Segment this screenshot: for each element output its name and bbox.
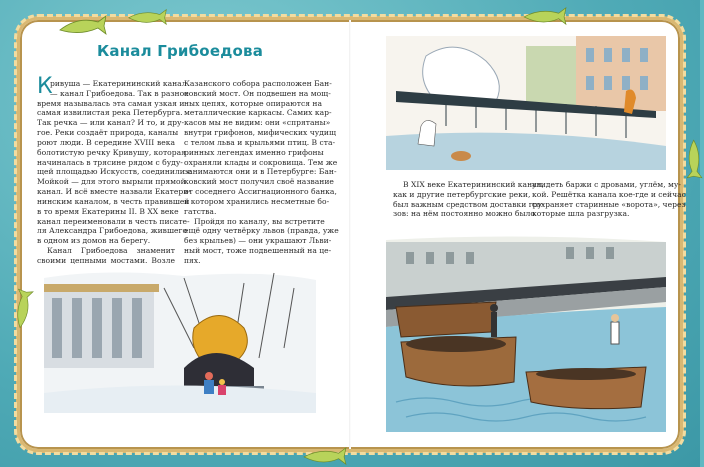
text-line: сохраняет старинные «ворота», через xyxy=(532,199,686,209)
text-line: которые шла разгрузка. xyxy=(532,209,630,219)
text-line: в то время Екатерины II. В XX веке xyxy=(37,206,179,216)
text-line: канал переименовали в честь писате- xyxy=(37,216,190,226)
text-line: самая извилистая река Петербурга. xyxy=(37,108,183,118)
book-gutter xyxy=(349,20,351,449)
text-line: внутри грифонов, мифических чудищ xyxy=(184,128,337,138)
text-line: болотистую речку Кривушу, которая xyxy=(37,147,186,157)
text-line: от соседнего Ассигнационного банка, xyxy=(184,187,337,197)
illustration-lion-bridge xyxy=(386,36,666,170)
text-line: занимаются они и в Петербурге: Бан- xyxy=(184,167,337,177)
text-line: ринных легендах именно грифоны xyxy=(184,147,324,157)
text-line: касов мы не видим: они «спрятаны» xyxy=(184,118,331,128)
text-line: начиналась в трясине рядом с буду- xyxy=(37,157,183,167)
text-line: ещё одну четвёрку львов (правда, уже xyxy=(184,226,339,236)
text-line: ля Александра Грибоедова, жившего xyxy=(37,226,188,236)
text-line: роют люди. В середине XVIII века xyxy=(37,137,175,147)
text-line: — канал Грибоедова. Так в разное xyxy=(50,88,189,98)
text-line: Пройдя по каналу, вы встретите xyxy=(194,216,325,226)
text-line: гое. Реки создаёт природа, каналы xyxy=(37,128,179,138)
text-line: своими цепными мостами. Возле xyxy=(37,255,175,265)
text-line: ных цепях, которые опираются на xyxy=(184,98,322,108)
text-line: Так речка — или канал? И то, и дру- xyxy=(37,118,185,128)
page-title: Канал Грибоедова xyxy=(96,42,264,60)
fish-decoration-icon xyxy=(125,8,170,26)
text-line: нинским каналом, в честь правившей xyxy=(37,196,190,206)
right-text-column-2 xyxy=(532,180,686,219)
text-line: охраняли клады и сокровища. Тем же xyxy=(184,157,338,167)
left-text-column-1 xyxy=(37,74,192,266)
text-line: как и другие петербургские реки, xyxy=(393,189,531,199)
text-line: металлические каркасы. Самих кар- xyxy=(184,108,332,118)
text-line: время называлась эта самая узкая и xyxy=(37,98,185,108)
text-line: без крыльев) — они украшают Льви- xyxy=(184,236,332,246)
text-line: Канал Грибоедова знаменит xyxy=(47,246,175,256)
fish-decoration-icon xyxy=(520,6,570,26)
text-line: кой. Решётка канала кое-где и сейчас xyxy=(532,189,686,199)
text-line: ковский мост получил своё название xyxy=(184,177,334,187)
text-line: ривуша — Екатерининский канал xyxy=(50,79,187,88)
left-text-column-2 xyxy=(184,79,339,266)
text-line: канал. И всё вместе назвали Екатери- xyxy=(37,187,191,197)
text-line: щей площадью Искусств, соединили с xyxy=(37,167,192,177)
right-text-column-1 xyxy=(393,180,545,219)
illustration-barges-on-canal xyxy=(386,232,666,432)
text-line: гатства. xyxy=(184,206,217,216)
fish-decoration-icon xyxy=(686,137,704,182)
fish-decoration-icon xyxy=(58,14,108,36)
text-line: в котором хранились несметные бо- xyxy=(184,196,330,206)
text-line: ный мост, тоже подвешенный на це- xyxy=(184,246,332,256)
text-line: Казанского собора расположен Бан- xyxy=(184,79,332,88)
text-line: пях. xyxy=(184,255,201,265)
text-line: В XIX веке Екатерининский канал, xyxy=(403,180,544,189)
text-line: зов: на нём постоянно можно было xyxy=(393,209,535,219)
text-line: в одном из домов на берегу. xyxy=(37,236,151,246)
illustration-bank-bridge-griffins xyxy=(44,268,316,413)
text-line: Мойкой — для этого вырыли прямой xyxy=(37,177,186,187)
fish-decoration-icon xyxy=(300,446,350,466)
text-line: был важным средством доставки гру- xyxy=(393,199,545,209)
text-line: увидеть баржи с дровами, углём, му- xyxy=(532,180,681,189)
text-line: с телом льва и крыльями птиц. В ста- xyxy=(184,137,336,147)
text-line: ковский мост. Он подвешен на мощ- xyxy=(184,88,331,98)
drop-cap: К xyxy=(37,74,53,99)
